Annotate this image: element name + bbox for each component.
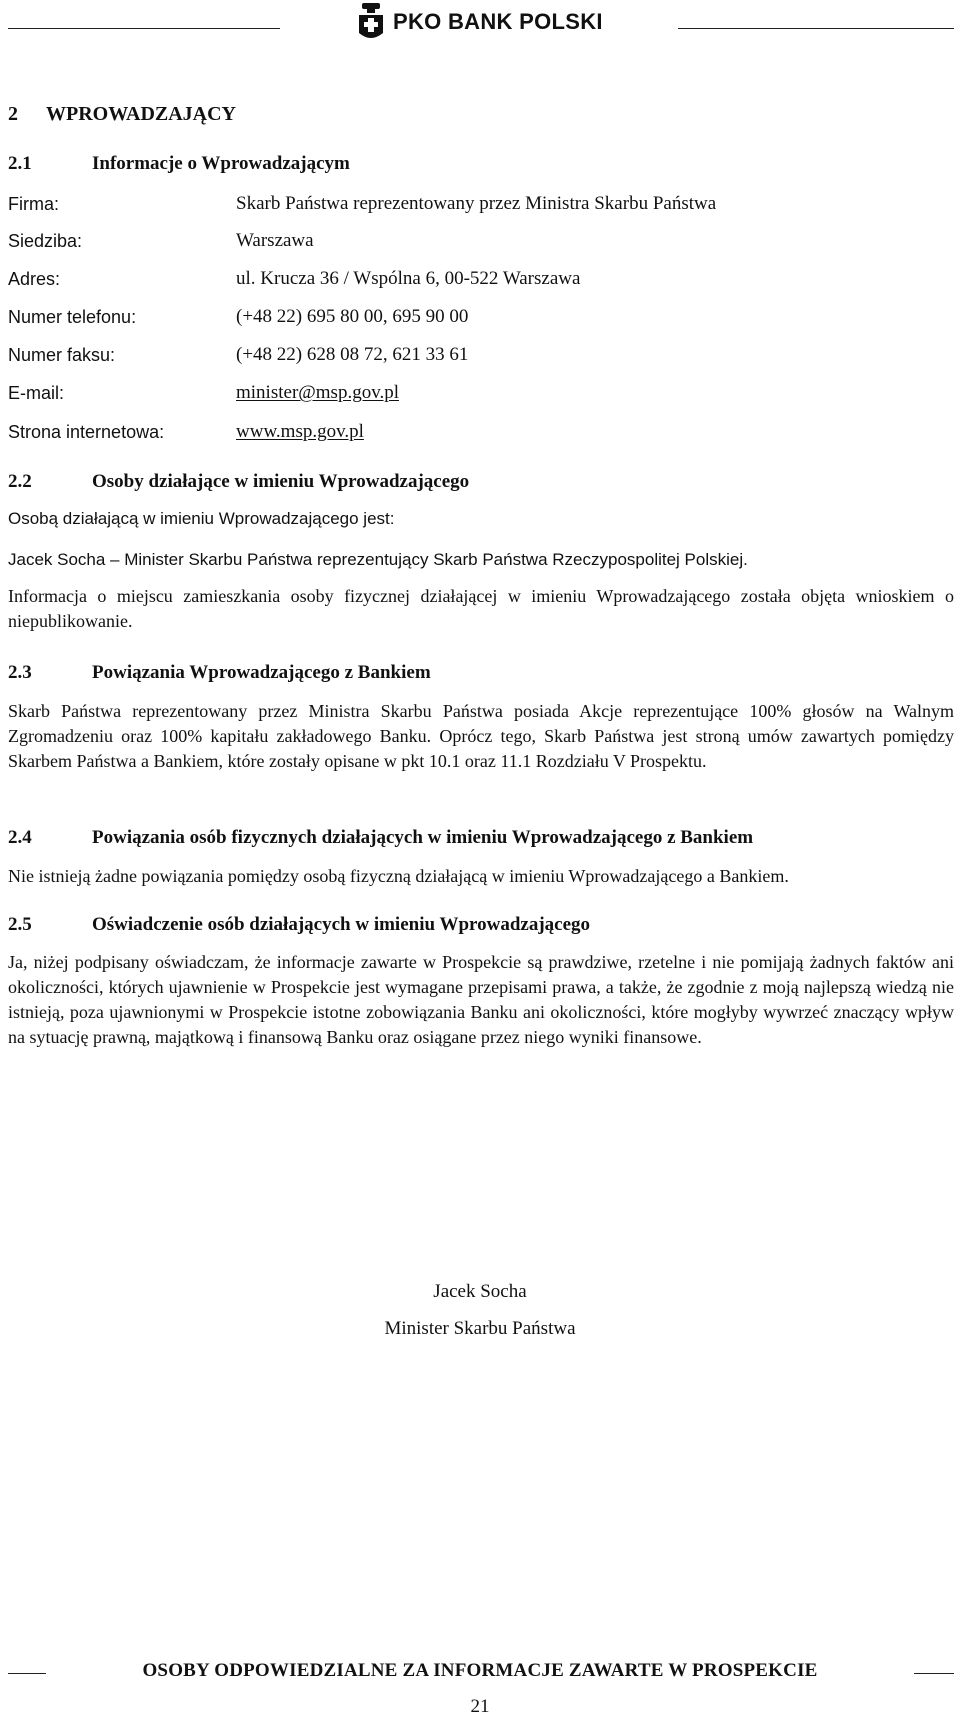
subsection-title: Powiązania Wprowadzającego z Bankiem [92, 662, 431, 683]
info-label: Numer telefonu: [8, 307, 137, 327]
logo-text: PKO BANK POLSKI [393, 9, 603, 34]
subsection-title: Informacje o Wprowadzającym [92, 153, 350, 174]
info-value: Skarb Państwa reprezentowany przez Ministra Skarbu Państwa [236, 193, 717, 214]
signature-role: Minister Skarbu Państwa [384, 1318, 576, 1339]
info-value: Warszawa [236, 230, 314, 251]
section-number: 2 [8, 103, 18, 125]
pko-logo-icon [357, 3, 385, 41]
subsection-number: 2.1 [8, 153, 32, 174]
header-rule-right [678, 28, 954, 29]
subsection-number: 2.4 [8, 827, 32, 848]
subsection-number: 2.2 [8, 471, 32, 492]
info-label: E-mail: [8, 383, 65, 403]
paragraph: Skarb Państwa reprezentowany przez Ministra Skarbu Państwa posiada Akcje reprezentujące 100% głosów na Walnym Zgromadzeniu oraz 100% kapitału zakładowego Banku. Oprócz tego, Skarb Państwa jest stroną umów zawartych pomiędzy Skarbem Państwa a Bankiem, które zostały opisane w pkt 10.1 oraz 11.1 Rozdziału V Prospektu. [8, 701, 954, 771]
info-value: (+48 22) 628 08 72, 621 33 61 [236, 344, 469, 365]
page-number: 21 [470, 1696, 490, 1717]
email-link[interactable]: minister@msp.gov.pl [236, 382, 399, 403]
paragraph: Ja, niżej podpisany oświadczam, że informacje zawarte w Prospekcie są prawdziwe, rzetelne i nie pomijają żadnych faktów ani okoliczności, których ujawnienie w Prospekcie jest wymagane przepisami prawa, a także, że zgodnie z moją najlepszą wiedzą nie istnieją, poza ujawnionymi w Prospekcie istotne zobowiązania Banku ani okoliczności, które mogłyby wywrzeć znaczący wpływ na sytuację prawną, majątkową i finansową Banku oraz osiągane przez niego wyniki finansowe. [8, 952, 954, 1047]
info-value: ul. Krucza 36 / Wspólna 6, 00-522 Warszawa [236, 268, 581, 289]
info-value: (+48 22) 695 80 00, 695 90 00 [236, 306, 469, 327]
info-label: Firma: [8, 194, 59, 214]
signature-name: Jacek Socha [433, 1281, 527, 1302]
info-label: Numer faksu: [8, 345, 116, 365]
subsection-number: 2.3 [8, 662, 32, 683]
paragraph: Jacek Socha – Minister Skarbu Państwa reprezentujący Skarb Państwa Rzeczypospolitej Polskiej. [8, 550, 748, 569]
paragraph: Nie istnieją żadne powiązania pomiędzy osobą fizyczną działającą w imieniu Wprowadzającego a Bankiem. [8, 866, 789, 886]
footer-title: OSOBY ODPOWIEDZIALNE ZA INFORMACJE ZAWARTE W PROSPEKCIE [142, 1660, 818, 1681]
info-label: Siedziba: [8, 231, 83, 251]
info-label: Adres: [8, 269, 61, 289]
subsection-title: Oświadczenie osób działających w imieniu Wprowadzającego [92, 914, 591, 935]
footer-rule-right [914, 1673, 954, 1674]
info-label: Strona internetowa: [8, 422, 165, 442]
header-rule-left [8, 28, 280, 29]
paragraph: Informacja o miejscu zamieszkania osoby fizycznej działającej w imieniu Wprowadzającego została objęta wnioskiem o niepublikowanie. [8, 586, 954, 631]
subsection-title: Osoby działające w imieniu Wprowadzającego [92, 471, 470, 492]
bank-logo [357, 2, 603, 42]
subsection-title: Powiązania osób fizycznych działających w imieniu Wprowadzającego z Bankiem [92, 827, 754, 848]
paragraph: Osobą działającą w imieniu Wprowadzającego jest: [8, 509, 395, 528]
website-link[interactable]: www.msp.gov.pl [236, 421, 364, 442]
section-title: WPROWADZAJĄCY [46, 103, 236, 125]
subsection-number: 2.5 [8, 914, 32, 935]
